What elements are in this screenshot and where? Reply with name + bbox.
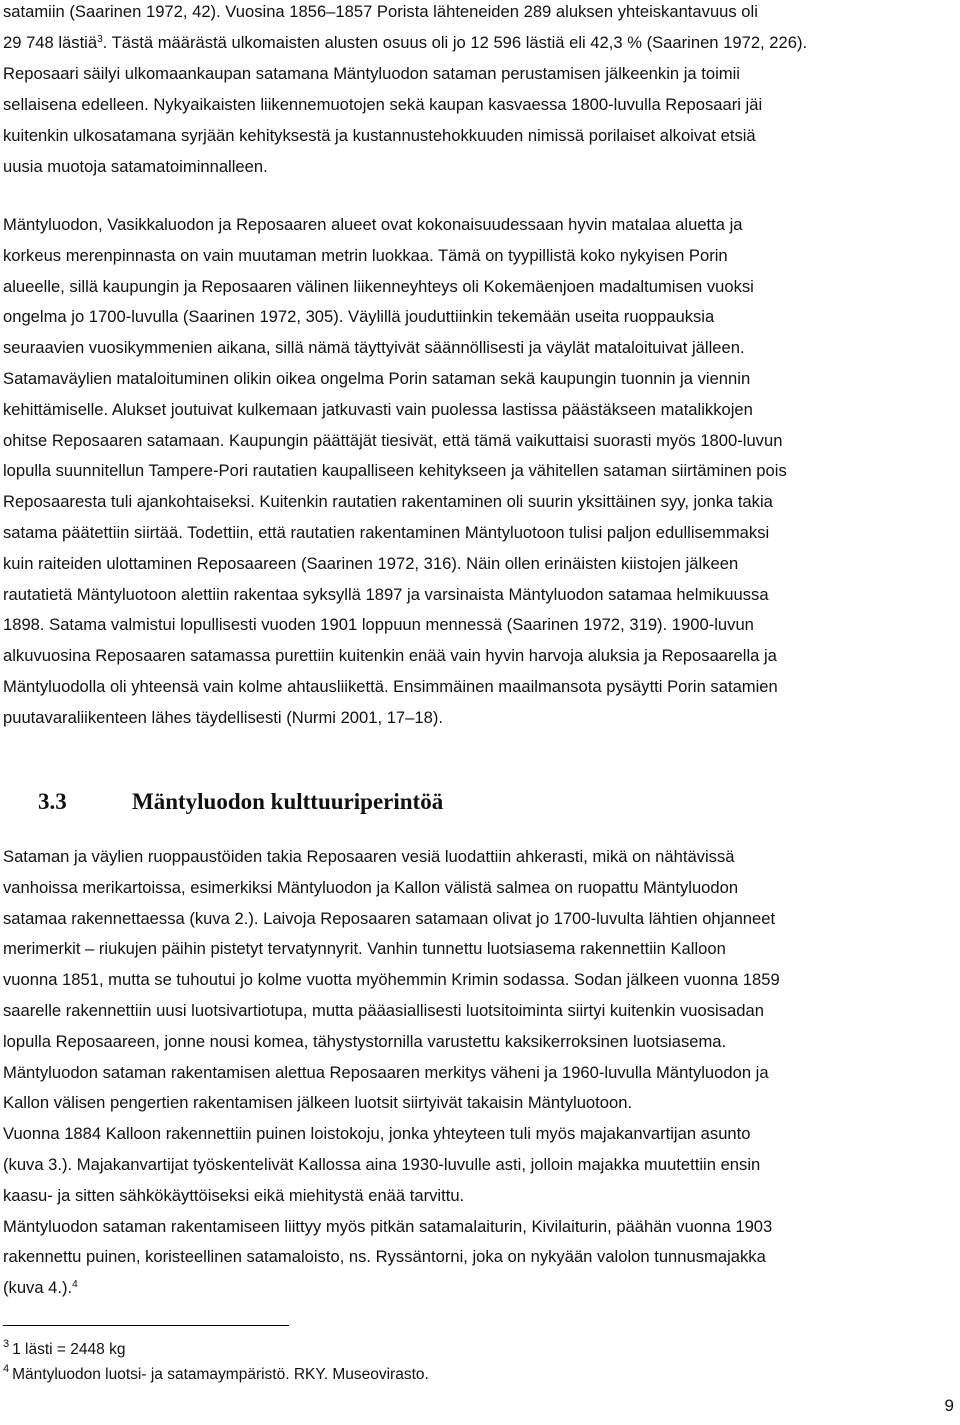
section-number: 3.3	[38, 789, 67, 814]
text-line: Reposaari säilyi ulkomaankaupan satamana Mäntyluodon sataman perustamisen jälkeenkin ja toimii	[3, 64, 740, 83]
text-line: kaasu- ja sitten sähkökäyttöiseksi eikä miehitystä enää tarvittu.	[3, 1185, 465, 1205]
text-line: alueelle, sillä kaupungin ja Reposaaren välinen liikenneyhteys oli Kokemäenjoen madaltumisen vuoksi	[3, 276, 754, 296]
footnote-ref-4: 4	[72, 1279, 78, 1291]
footnote-4	[3, 1365, 429, 1385]
text-line: satama päätettiin siirtää. Todettiin, että rautatien rakentaminen Mäntyluotoon tulisi paljon edullisemmaksi	[3, 522, 770, 542]
text-line: lopulla Reposaareen, jonne nousi komea, tähystystornilla varustettu kaksikerroksinen luotsiasema.	[3, 1031, 727, 1051]
line-fragment: (kuva 4.).	[3, 1278, 73, 1298]
text-line: kuin raiteiden ulottaminen Reposaareen (Saarinen 1972, 316). Näin ollen erinäisten kiistojen jälkeen	[3, 553, 739, 573]
text-line: seuraavien vuosikymmenien aikana, sillä nämä täyttyivät säännöllisesti ja väylät mataloituivat jälleen.	[3, 338, 745, 358]
text-line: sellaisena edelleen. Nykyaikaisten liikennemuotojen sekä kaupan kasvaessa 1800-luvulla Reposaari jäi	[3, 95, 763, 114]
line-fragment: 29 748 lästiä	[3, 33, 98, 52]
text-line: ongelma jo 1700-luvulla (Saarinen 1972, 305). Väylillä jouduttiinkin tekemään useita ruoppauksia	[3, 307, 715, 327]
text-line: Mäntyluodon, Vasikkaluodon ja Reposaaren alueet ovat kokonaisuudessaan hyvin matalaa aluetta ja	[3, 215, 743, 234]
text-line: rakennettu puinen, koristeellinen satamaloisto, ns. Ryssäntorni, joka on nykyään valolon tunnusmajakka	[3, 1247, 766, 1267]
text-line: uusia muotoja satamatoiminnalleen.	[3, 157, 268, 176]
text-line: vuonna 1851, mutta se tuhoutui jo kolme vuotta myöhemmin Krimin sodassa. Sodan jälkeen vuonna 1859	[3, 970, 780, 990]
text-line: Satamaväylien mataloituminen olikin oikea ongelma Porin sataman sekä kaupungin tuonnin ja viennin	[3, 368, 751, 388]
footnote-mark: 3	[3, 1338, 10, 1350]
paragraph-port-relocation	[3, 210, 948, 734]
text-line: kuitenkin ulkosatamana syrjään kehityksestä ja kustannustehokkuuden nimissä porilaiset alkoivat etsiä	[3, 126, 756, 145]
paragraph-reposaari-port	[3, 0, 948, 182]
text-line: Kallon välisen pengertien rakentamisen jälkeen luotsit siirtyivät takaisin Mäntyluotoon.	[3, 1093, 633, 1113]
text-line: Sataman ja väylien ruoppaustöiden takia Reposaaren vesiä luodattiin ahkerasti, mikä on nähtävissä	[3, 847, 735, 866]
line-fragment: . Tästä määrästä ulkomaisten alusten osuus oli jo 12 596 lästiä eli 42,3 % (Saarinen 1972, 226).	[102, 33, 808, 52]
text-line: satamaa rakennettaessa (kuva 2.). Laivoja Reposaaren satamaan olivat jo 1700-luvulta lähtien ohjanneet	[3, 908, 776, 928]
text-line: lopulla suunnitellun Tampere-Pori rautatien kaupalliseen kehitykseen ja vähitellen sataman siirtäminen pois	[3, 461, 787, 481]
footnote-mark: 4	[3, 1363, 10, 1375]
paragraph-cultural-heritage	[3, 842, 948, 1304]
text-line	[3, 27, 948, 58]
text-line: merimerkit – riukujen päihin pistetyt tervatynnyrit. Vanhin tunnettu luotsiasema rakennettiin Kalloon	[3, 939, 726, 959]
text-line: Mäntyluodon sataman rakentamisen alettua Reposaaren merkitys väheni ja 1960-luvulla Mäntyluodon ja	[3, 1062, 769, 1082]
section-heading	[38, 785, 443, 819]
text-line: Mäntyluodolla oli yhteensä vain kolme ahtausliikettä. Ensimmäinen maailmansota pysäytti Porin satamien	[3, 676, 778, 696]
text-line: kehittämiselle. Alukset joutuivat kulkemaan jatkuvasti vain puolessa lastissa päästäkseen matalikkojen	[3, 399, 753, 419]
text-line: 1898. Satama valmistui lopullisesti vuoden 1901 loppuun mennessä (Saarinen 1972, 319). 1900-luvun	[3, 615, 754, 635]
footnote-3	[3, 1340, 125, 1360]
text-line: (kuva 3.). Majakanvartijat työskentelivät Kallossa aina 1930-luvulle asti, jolloin majakka muutettiin ensin	[3, 1154, 761, 1174]
text-line: Reposaaresta tuli ajankohtaiseksi. Kuitenkin rautatien rakentaminen oli suurin yksittäinen syy, jonka takia	[3, 492, 773, 512]
page-number: 9	[944, 1396, 954, 1415]
footnote-separator	[3, 1325, 289, 1326]
text-line	[3, 1273, 948, 1304]
footnote-text: Mäntyluodon luotsi- ja satamaympäristö. RKY. Museovirasto.	[12, 1366, 429, 1383]
text-line: korkeus merenpinnasta on vain muutaman metrin luokkaa. Tämä on tyypillistä koko nykyisen Porin	[3, 245, 728, 265]
text-line: rautatietä Mäntyluotoon alettiin rakentaa syksyllä 1897 ja varsinaista Mäntyluodon satamaa helmikuussa	[3, 584, 769, 604]
text-line: vanhoissa merikartoissa, esimerkiksi Mäntyluodon ja Kallon välistä salmea on ruopattu Mäntyluodon	[3, 877, 739, 897]
text-line: satamiin (Saarinen 1972, 42). Vuosina 1856–1857 Porista lähteneiden 289 aluksen yhteiskantavuus oli	[3, 2, 758, 21]
footnote-ref-3: 3	[97, 34, 103, 45]
text-line: saarelle rakennettiin uusi luotsivartiotupa, mutta pääasiallisesti luotsitoiminta siirtyi kuitenkin vuosisadan	[3, 1000, 764, 1020]
text-line: puutavaraliikenteen lähes täydellisesti (Nurmi 2001, 17–18).	[3, 707, 443, 727]
text-line: Mäntyluodon sataman rakentamiseen liittyy myös pitkän satamalaiturin, Kivilaiturin, päähän vuonna 1903	[3, 1216, 773, 1236]
text-line: Vuonna 1884 Kalloon rakennettiin puinen loistokoju, jonka yhteyteen tuli myös majakanvartijan asunto	[3, 1124, 751, 1144]
text-line: ohitse Reposaaren satamaan. Kaupungin päättäjät tiesivät, että tämä vaikuttaisi suorasti myös 1800-luvun	[3, 430, 783, 450]
text-line: alkuvuosina Reposaaren satamassa purettiin kuitenkin enää vain hyvin harvoja aluksia ja Reposaarella ja	[3, 646, 777, 666]
section-title: Mäntyluodon kulttuuriperintöä	[132, 789, 444, 814]
footnote-text: 1 lästi = 2448 kg	[12, 1341, 126, 1358]
